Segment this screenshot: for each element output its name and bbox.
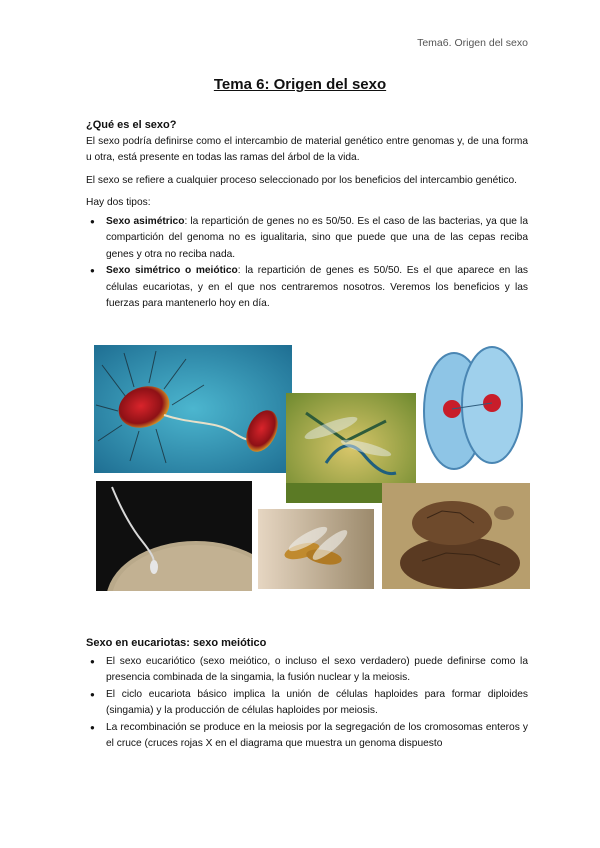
bacteria-conjugation-image xyxy=(94,345,292,473)
sperm-egg-image xyxy=(96,481,252,591)
list-item xyxy=(86,263,528,313)
list-item xyxy=(86,214,528,264)
sex-examples-collage xyxy=(94,343,530,593)
running-header: Tema6. Origen del sexo xyxy=(417,37,528,49)
hoverflies-mating-image xyxy=(258,509,374,589)
list-item: ● El sexo eucariótico (sexo meiótico, o incluso el sexo verdadero) puede definirse como la presencia combinada de la singamia, la fusión nuclear y la meiosis. xyxy=(86,654,528,687)
tortoises-mating-image xyxy=(382,483,530,589)
page-title: Tema 6: Origen del sexo xyxy=(213,76,387,93)
paragraph: El sexo se refiere a cualquier proceso seleccionado por los beneficios del intercambio genético. xyxy=(86,174,517,186)
list-item: ● El ciclo eucariota básico implica la unión de células haploides para formar diploides (singamia) y la producción de células haploides por meiosis. xyxy=(86,687,528,720)
list-item-text: : la repartición de genes es 50/50. Es el que aparece en las células eucariotas, y en el que nos centraremos nosotros. Veremos los beneficios y las fuerzas para mantenerlo hoy en día. xyxy=(106,265,529,309)
list-item-text: : la repartición de genes no es 50/50. Es el caso de las bacterias, ya que la compartición del genoma no es igualitaria, sino que puede que una de las cepas reciba genes y otra no reciba nada. xyxy=(106,215,528,260)
section-heading: ¿Qué es el sexo? xyxy=(86,119,177,131)
section-what-is-sex xyxy=(86,117,528,313)
list-item: ● La recombinación se produce en la meiosis por la segregación de los cromosomas enteros y el cruce (cruces rojas X en el diagrama que muestra un genoma dispuesto xyxy=(86,720,528,753)
list-item-term: Sexo asimétrico xyxy=(106,215,185,227)
list-item-term: Sexo simétrico o meiótico xyxy=(106,265,238,276)
dividing-cell-image xyxy=(420,343,524,473)
section-heading: Sexo en eucariotas: sexo meiótico xyxy=(86,637,267,649)
section-eukaryotic-sex xyxy=(86,635,528,753)
eukaryotic-list xyxy=(86,654,528,753)
paragraph: Hay dos tipos: xyxy=(86,197,151,208)
paragraph: El sexo podría definirse como el intercambio de material genético entre genomas y, de una forma u otra, está presente en todas las ramas del árbol de la vida. xyxy=(86,135,528,163)
types-list xyxy=(86,214,528,313)
